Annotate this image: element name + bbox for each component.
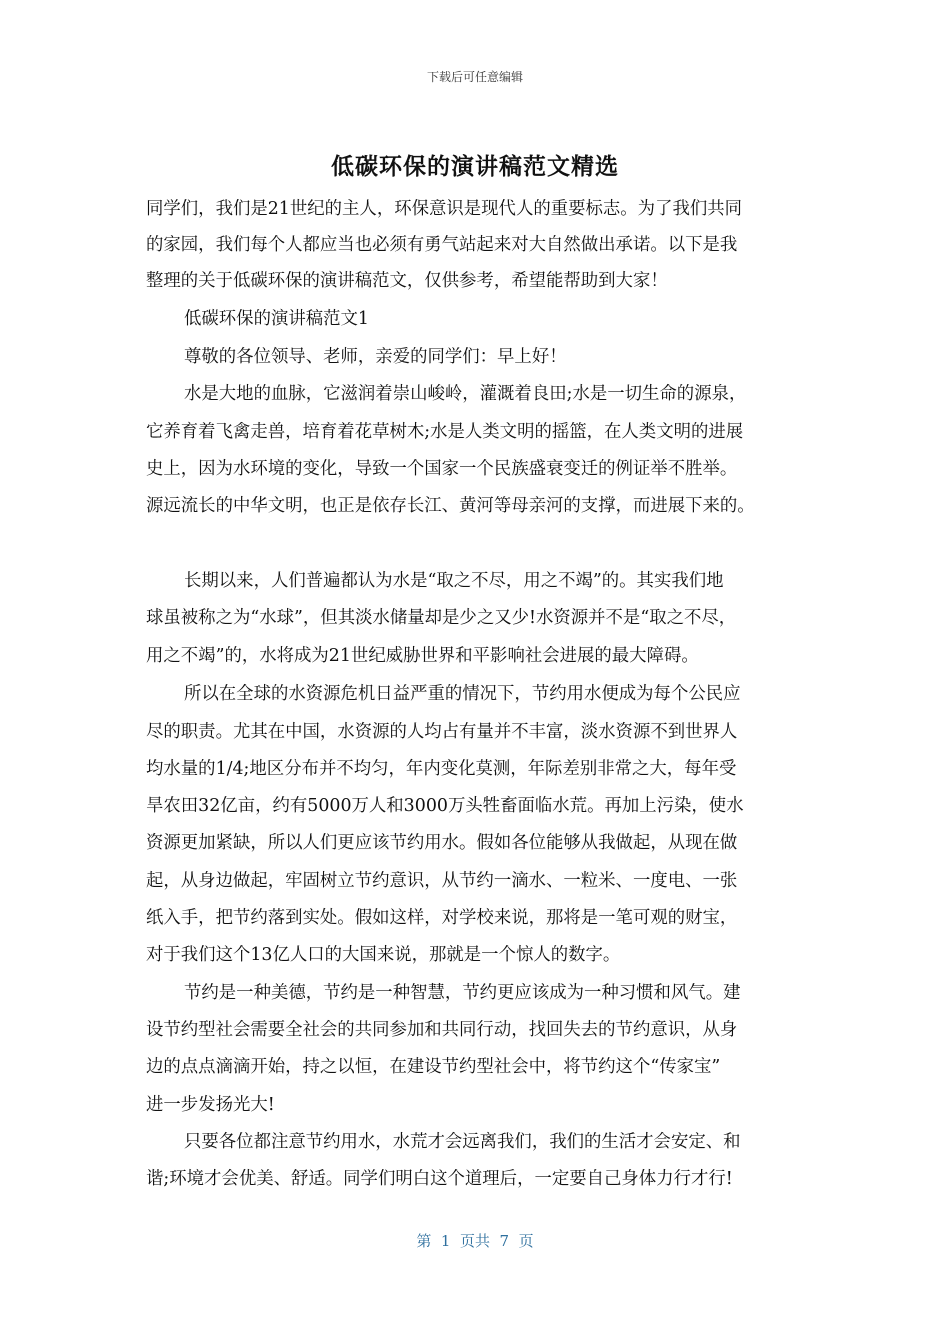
body-line: 旱农田32亿亩，约有5000万人和3000万头牲畜面临水荒。再加上污染，使水	[146, 796, 744, 816]
body-line: 边的点点滴滴开始，持之以恒，在建设节约型社会中，将节约这个“传家宝”	[146, 1057, 721, 1077]
body-line: 起，从身边做起，牢固树立节约意识，从节约一滴水、一粒米、一度电、一张	[146, 871, 738, 891]
body-line: 尽的职责。尤其在中国，水资源的人均占有量并不丰富，淡水资源不到世界人	[146, 722, 738, 742]
body-line: 均水量的1/4;地区分布并不均匀，年内变化莫测，年际差别非常之大，每年受	[146, 759, 737, 779]
body-line: 球虽被称之为“水球”，但其淡水储量却是少之又少!水资源并不是“取之不尽，	[146, 608, 737, 628]
body-line: 源远流长的中华文明，也正是依存长江、黄河等母亲河的支撑，而进展下来的。	[146, 496, 755, 516]
body-line: 整理的关于低碳环保的演讲稿范文，仅供参考，希望能帮助到大家！	[146, 271, 668, 291]
document-title: 低碳环保的演讲稿范文精选	[331, 154, 619, 180]
page-indicator: 第 1 页共 7 页	[416, 1232, 534, 1250]
body-line: 纸入手，把节约落到实处。假如这样，对学校来说，那将是一笔可观的财宝，	[146, 908, 738, 928]
body-line: 同学们，我们是21世纪的主人，环保意识是现代人的重要标志。为了我们共同	[146, 199, 743, 219]
body-line: 的家园，我们每个人都应当也必须有勇气站起来对大自然做出承诺。以下是我	[146, 235, 738, 255]
salutation-line: 尊敬的各位领导、老师，亲爱的同学们：早上好！	[184, 347, 567, 367]
body-line: 对于我们这个13亿人口的大国来说，那就是一个惊人的数字。	[146, 945, 621, 965]
body-line: 史上，因为水环境的变化，导致一个国家一个民族盛衰变迁的例证举不胜举。	[146, 459, 738, 479]
body-line: 只要各位都注意节约用水，水荒才会远离我们，我们的生活才会安定、和	[184, 1132, 741, 1152]
body-line: 长期以来，人们普遍都认为水是“取之不尽，用之不竭”的。其实我们地	[184, 571, 724, 591]
body-line: 节约是一种美德，节约是一种智慧，节约更应该成为一种习惯和风气。建	[184, 983, 741, 1003]
section-heading: 低碳环保的演讲稿范文1	[184, 309, 369, 329]
body-line: 用之不竭”的，水将成为21世纪威胁世界和平影响社会进展的最大障碍。	[146, 646, 699, 666]
body-line: 水是大地的血脉，它滋润着崇山峻岭，灌溉着良田;水是一切生命的源泉，	[184, 384, 747, 404]
body-line: 资源更加紧缺，所以人们更应该节约用水。假如各位能够从我做起，从现在做	[146, 833, 738, 853]
body-line: 谐;环境才会优美、舒适。同学们明白这个道理后，一定要自己身体力行才行!	[146, 1169, 733, 1189]
body-line: 设节约型社会需要全社会的共同参加和共同行动，找回失去的节约意识，从身	[146, 1020, 738, 1040]
body-line: 所以在全球的水资源危机日益严重的情况下，节约用水便成为每个公民应	[184, 684, 741, 704]
body-line: 进一步发扬光大!	[146, 1095, 275, 1115]
header-note: 下载后可任意编辑	[426, 70, 523, 84]
body-line: 它养育着飞禽走兽，培育着花草树木;水是人类文明的摇篮，在人类文明的进展	[146, 422, 744, 442]
